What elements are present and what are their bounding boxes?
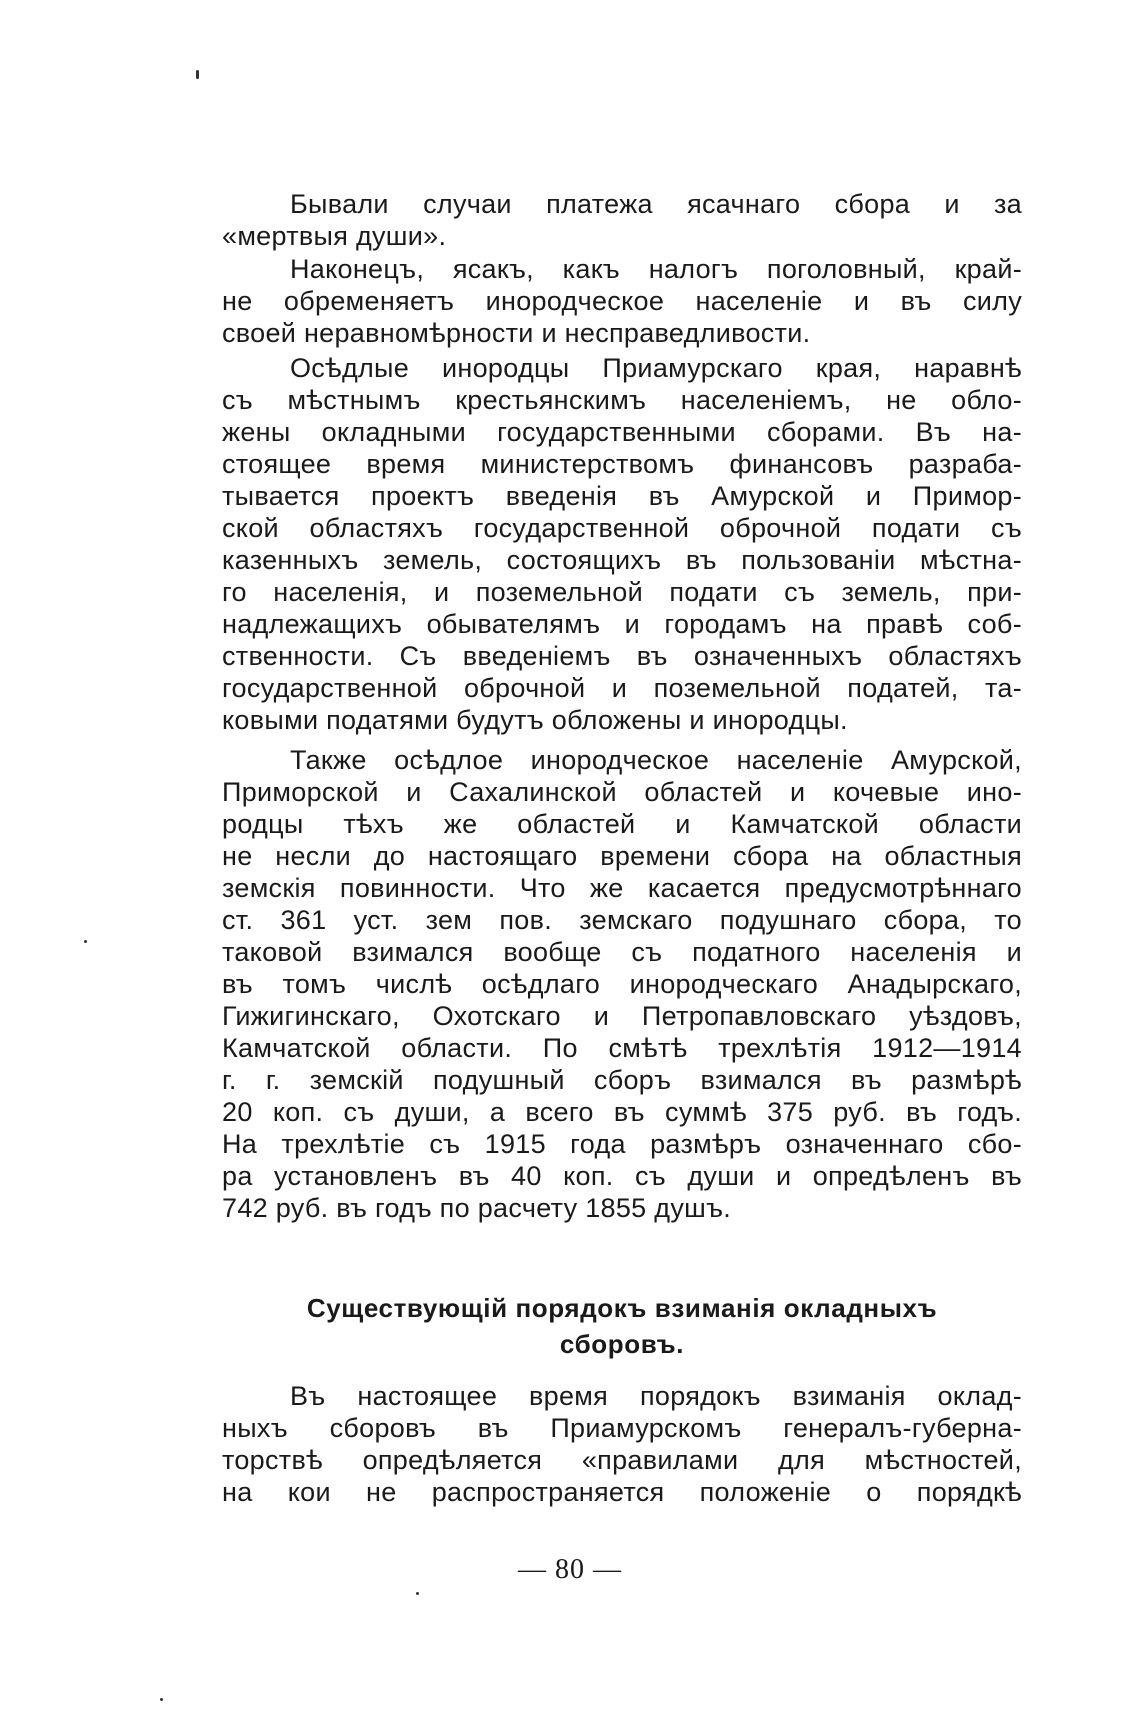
text-line: 20 коп. съ души, а всего въ суммѣ 375 руб. въ годъ. (222, 1097, 1022, 1127)
scan-speck (196, 70, 199, 79)
scan-speck (84, 940, 87, 943)
text-line: земскiя повинности. Что же касается предусмотрѣннаго (222, 873, 1022, 903)
section-heading (222, 1290, 1022, 1362)
paragraph-3 (222, 352, 1022, 736)
text-line: г. г. земскiй подушный сборъ взимался въ размѣрѣ (222, 1065, 1022, 1095)
text-line: «мертвыя души». (222, 221, 447, 251)
text-line: Приморской и Сахалинской областей и кочевые ино- (222, 777, 1022, 807)
text-line: Также осѣдлое инородческое населенiе Амурской, (290, 745, 1022, 775)
text-line: въ томъ числѣ осѣдлаго инородческаго Анадырскаго, (222, 969, 1022, 999)
text-line: таковой взимался вообще съ податного населенiя и (222, 937, 1022, 967)
text-line: не обременяетъ инородческое населенiе и въ силу (222, 286, 1022, 316)
text-line: ской областяхъ государственной оброчной подати съ (222, 513, 1022, 543)
text-line: своей неравномѣрности и несправедливости. (222, 318, 811, 348)
text-line: Гижигинскаго, Охотскаго и Петропавловскаго уѣздовъ, (222, 1001, 1022, 1031)
heading-line: Существующiй порядокъ взиманiя окладныхъ (306, 1293, 938, 1323)
text-line: Осѣдлые инородцы Приамурскаго края, наравнѣ (290, 353, 1022, 383)
paragraph-1 (222, 188, 1022, 252)
text-line: ныхъ сборовъ въ Приамурскомъ генералъ-губерна- (222, 1413, 1022, 1443)
text-line: съ мѣстнымъ крестьянскимъ населенiемъ, не обло- (222, 385, 1022, 415)
text-line: го населенiя, и поземельной подати съ земель, при- (222, 577, 1022, 607)
text-line: ра установленъ въ 40 коп. съ души и опредѣленъ въ (222, 1161, 1022, 1191)
text-line: на кои не распространяется положенiе о порядкѣ (222, 1477, 1022, 1507)
text-line: ст. 361 уст. зем пов. земскаго подушнаго сбора, то (222, 905, 1022, 935)
text-line: казенныхъ земель, состоящихъ въ пользованiи мѣстна- (222, 545, 1022, 575)
text-line: жены окладными государственными сборами. Въ на- (222, 417, 1022, 447)
paragraph-4 (222, 744, 1022, 1224)
text-line: родцы тѣхъ же областей и Камчатской области (222, 809, 1022, 839)
text-line: На трехлѣтiе съ 1915 года размѣръ означеннаго сбо- (222, 1129, 1022, 1159)
text-line: надлежащихъ обывателямъ и городамъ на правѣ соб- (222, 609, 1022, 639)
text-line: тывается проектъ введенiя въ Амурской и Примор- (222, 481, 1022, 511)
text-line: стоящее время министерствомъ финансовъ разраба- (222, 449, 1022, 479)
text-line: торствѣ опредѣляется «правилами для мѣстностей, (222, 1445, 1022, 1475)
text-line: ковыми податями будутъ обложены и инородцы. (222, 705, 848, 735)
text-line: Камчатской области. По смѣтѣ трехлѣтiя 1912—1914 (222, 1033, 1022, 1063)
text-line: государственной оброчной и поземельной податей, та- (222, 673, 1022, 703)
page-number: — 80 — (518, 1554, 622, 1585)
text-line: ственности. Съ введенiемъ въ означенныхъ областяхъ (222, 641, 1022, 671)
paragraph-2 (222, 253, 1022, 349)
paragraph-5 (222, 1380, 1022, 1508)
text-line: Наконецъ, ясакъ, какъ налогъ поголовный, край- (290, 254, 1022, 284)
text-line: Въ настоящее время порядокъ взиманiя оклад- (290, 1381, 1022, 1411)
text-line: Бывали случаи платежа ясачнаго сбора и за (290, 189, 1022, 219)
scan-speck (416, 1592, 419, 1595)
heading-line: сборовъ. (559, 1329, 685, 1359)
scan-speck (160, 1698, 163, 1701)
text-line: не несли до настоящаго времени сбора на областныя (222, 841, 1022, 871)
text-line: 742 руб. въ годъ по расчету 1855 душъ. (222, 1193, 732, 1223)
